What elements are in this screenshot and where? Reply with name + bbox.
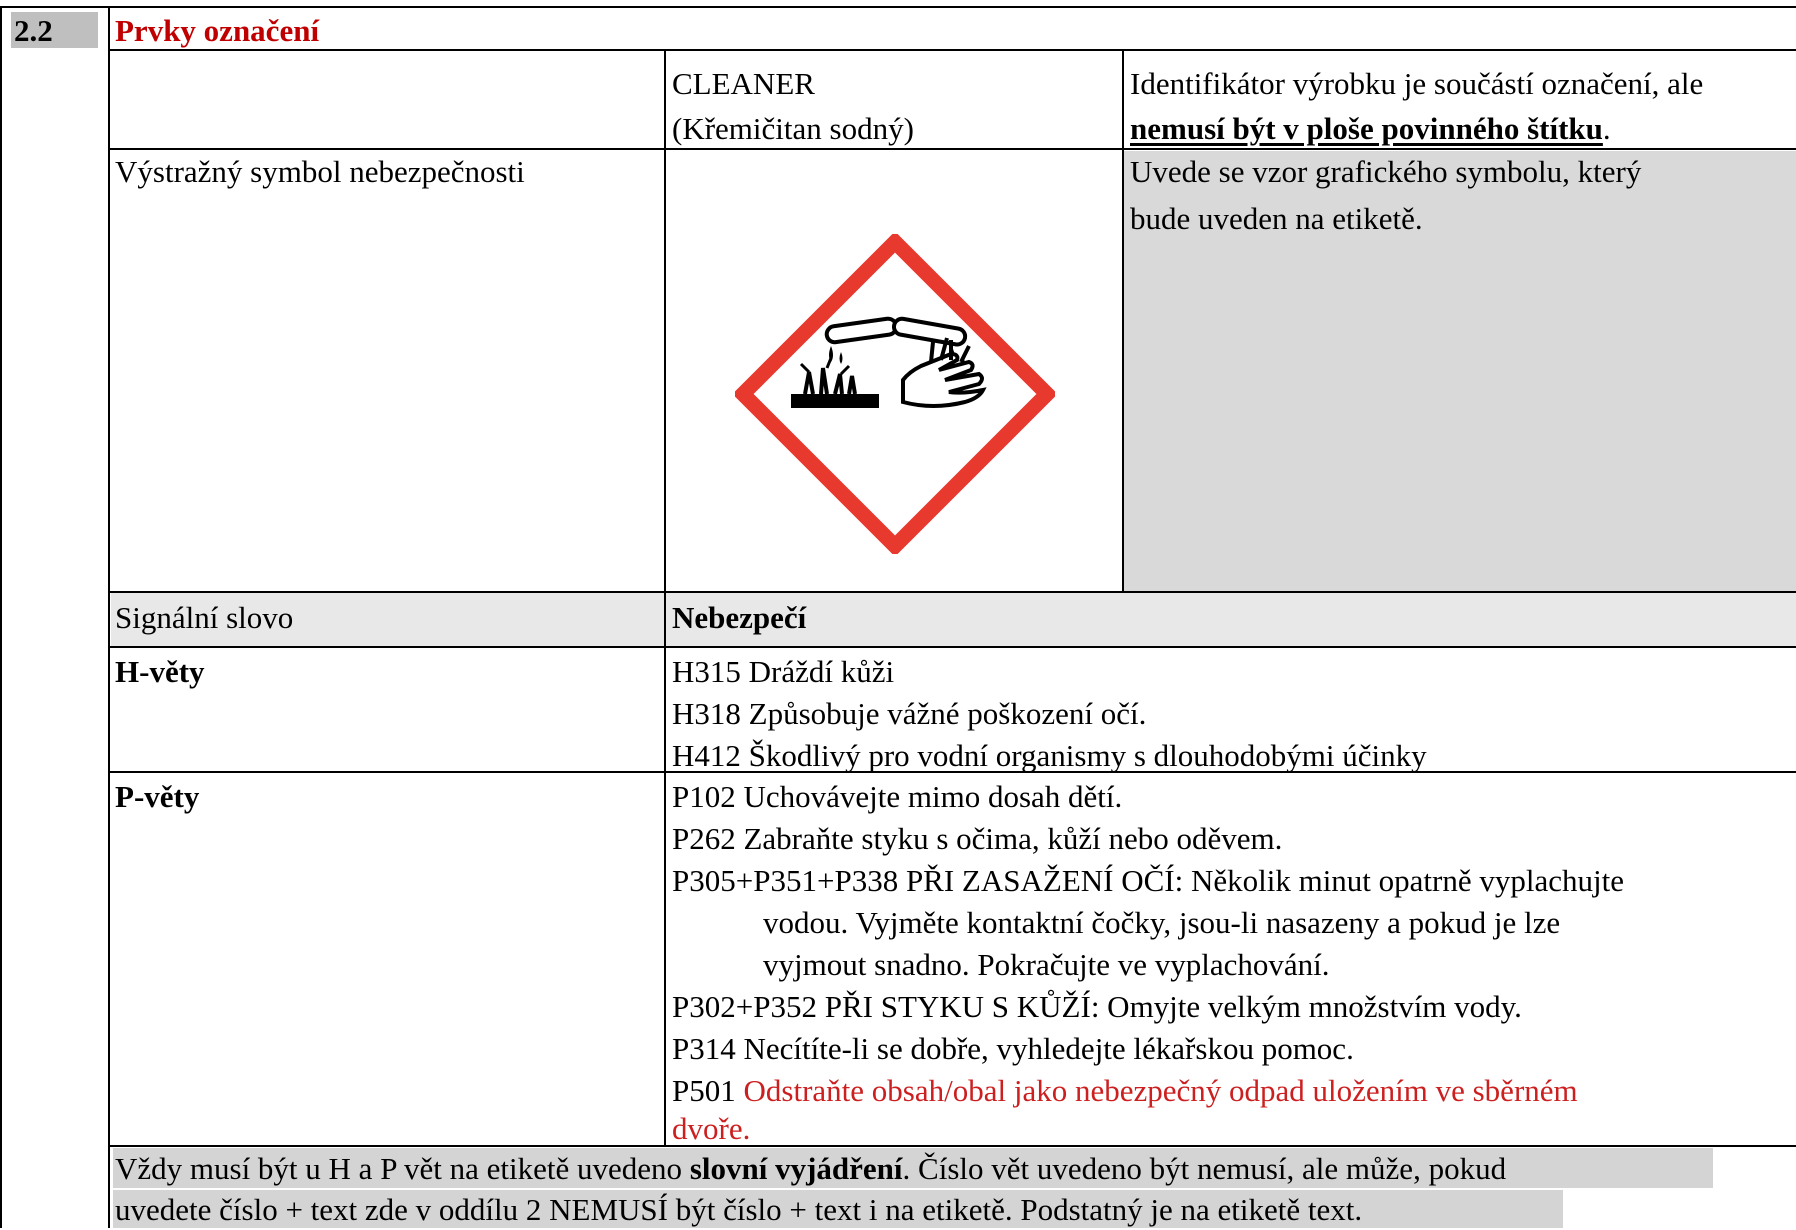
p501-text: Odstraňte obsah/obal jako nebezpečný odpad uložením ve sběrném — [743, 1073, 1578, 1108]
signal-row-bg — [111, 593, 1796, 646]
footer-note-line1 — [115, 1149, 1506, 1189]
p-statement-p305-line2: vodou. Vyjměte kontaktní čočky, jsou-li nasazeny a pokud je lze — [763, 905, 1561, 940]
section-title: Prvky označení — [115, 13, 320, 48]
footer-note-end: . Číslo vět uvedeno být nemusí, ale může, pokud — [902, 1151, 1507, 1186]
h-statement: H315 Dráždí kůži — [672, 654, 895, 689]
h-statement: H318 Způsobuje vážné poškození očí. — [672, 696, 1147, 731]
p-statement-p302: P302+P352 PŘI STYKU S KŮŽÍ: Omyjte velkým množstvím vody. — [672, 989, 1522, 1024]
signal-label: Signální slovo — [115, 600, 294, 635]
ghs05-corrosion-icon — [735, 234, 1055, 554]
h-statement: H412 Škodlivý pro vodní organismy s dlouhodobými účinky — [672, 738, 1427, 773]
h-statements-label — [115, 652, 205, 692]
p-statement-p501-line1 — [672, 1071, 1578, 1111]
signal-word: Nebezpečí — [672, 600, 807, 635]
footer-note-start: Vždy musí být u H a P vět na etiketě uvedeno — [115, 1151, 690, 1186]
p-label-rest: -věty — [133, 779, 200, 814]
p-statement-p305-line1: P305+P351+P338 PŘI ZASAŽENÍ OČÍ: Několik minut opatrně vyplachujte — [672, 863, 1624, 898]
identifier-note-line2 — [1130, 109, 1611, 149]
p-statement-p305-line3: vyjmout snadno. Pokračujte ve vyplachování. — [763, 947, 1330, 982]
symbol-label: Výstražný symbol nebezpečnosti — [115, 154, 525, 189]
footer-note-line2: uvedete číslo + text zde v oddílu 2 NEMUSÍ být číslo + text i na etiketě. Podstatný je na etiketě text. — [115, 1192, 1363, 1227]
h-label-bold: H — [115, 654, 140, 689]
p-statement-p262: P262 Zabraňte styku s očima, kůží nebo oděvem. — [672, 821, 1283, 856]
p-label-bold: P — [115, 779, 134, 814]
p-statements-label — [115, 777, 199, 817]
identifier-note-bold: nemusí být v ploše povinného štítku — [1130, 111, 1603, 146]
p-statement-p501-line2: dvoře. — [672, 1111, 751, 1146]
p501-code: P501 — [672, 1073, 744, 1108]
identifier-note-end: . — [1602, 111, 1611, 146]
p-statement-p102: P102 Uchovávejte mimo dosah dětí. — [672, 779, 1123, 814]
symbol-note-line2: bude uveden na etiketě. — [1130, 201, 1423, 236]
h-label-rest: -věty — [139, 654, 205, 689]
section-number: 2.2 — [14, 13, 53, 48]
product-name: CLEANER — [672, 66, 815, 101]
substance-name: (Křemičitan sodný) — [672, 111, 914, 146]
identifier-note-line1: Identifikátor výrobku je součástí označení, ale — [1130, 66, 1704, 101]
symbol-note-line1: Uvede se vzor grafického symbolu, který — [1130, 154, 1642, 189]
p-statement-p314: P314 Necítíte-li se dobře, vyhledejte lékařskou pomoc. — [672, 1031, 1354, 1066]
footer-note-bold: slovní vyjádření — [689, 1151, 903, 1186]
